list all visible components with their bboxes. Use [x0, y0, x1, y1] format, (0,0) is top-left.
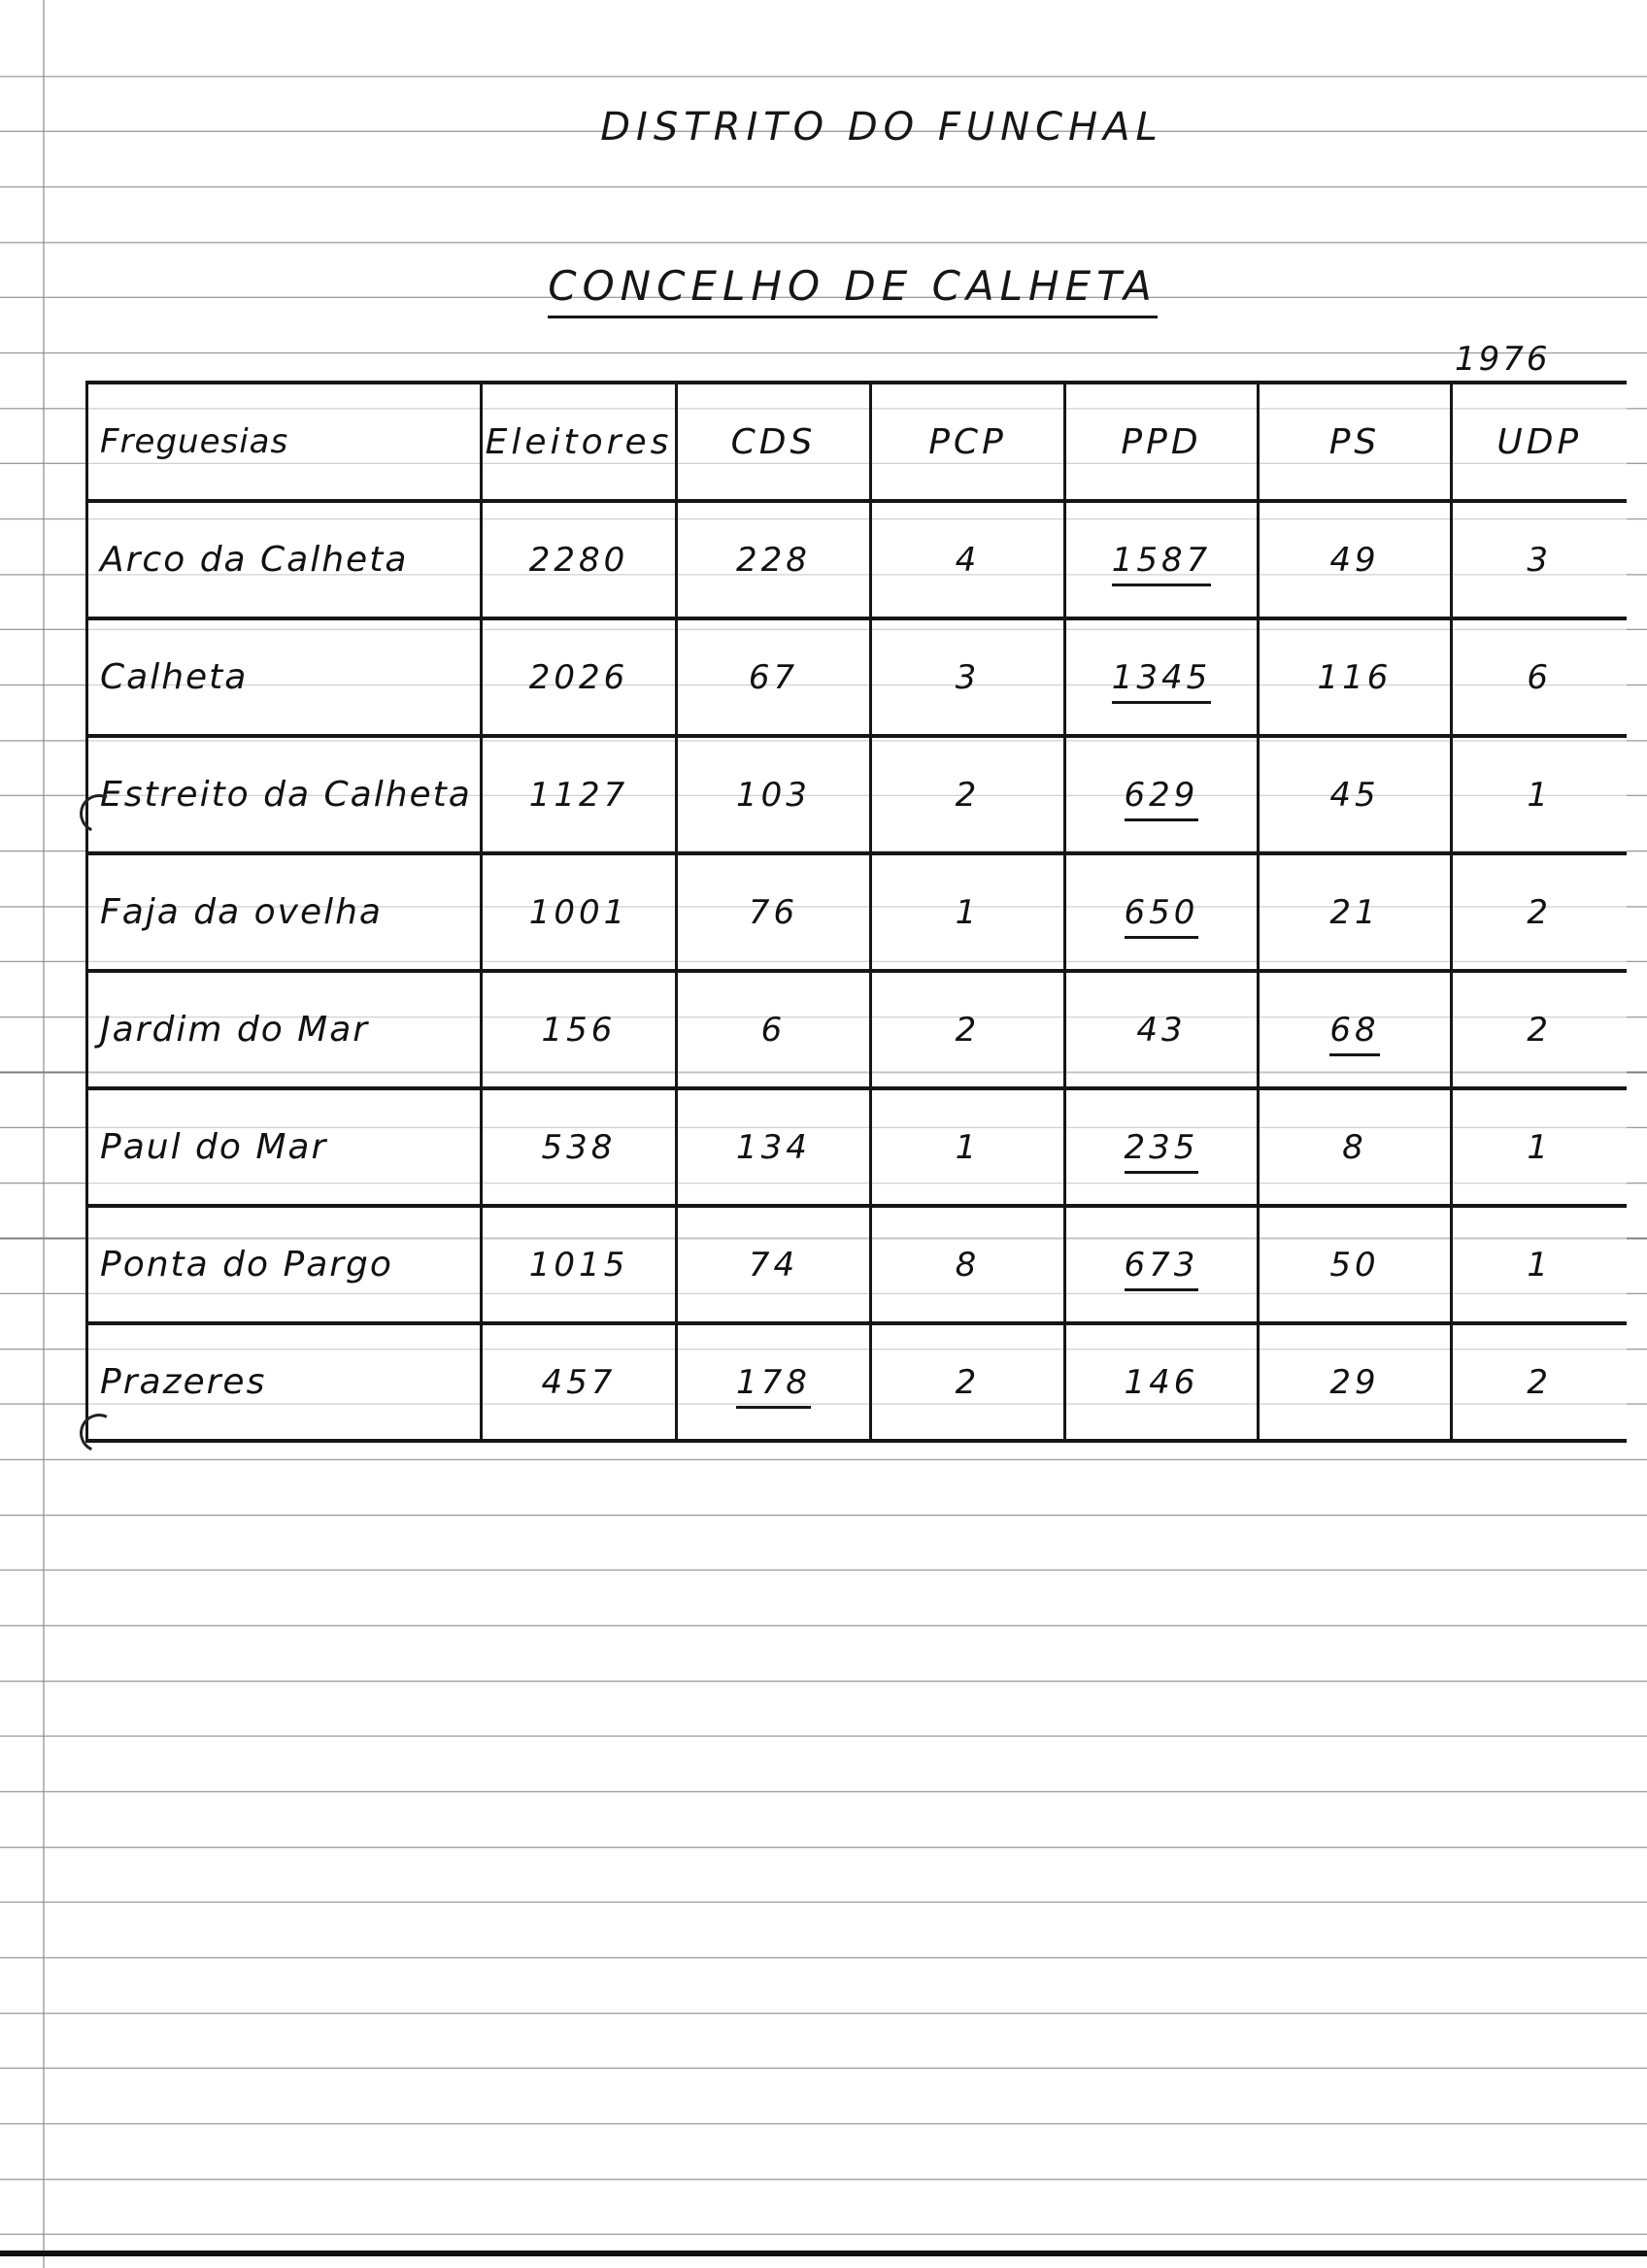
- cell-value: 457: [541, 1362, 617, 1402]
- cell-value: 1015: [528, 1245, 629, 1284]
- cell-eleitores: [482, 853, 677, 971]
- cell-value: 2: [955, 1010, 981, 1050]
- table-row: [87, 1323, 1627, 1441]
- cell-value: 8: [955, 1245, 981, 1284]
- table-row: [87, 501, 1627, 618]
- table-body: [87, 501, 1627, 1441]
- cell-ps: [1259, 853, 1452, 971]
- cell-value: 74: [748, 1245, 799, 1284]
- cell-value: 650: [1125, 893, 1199, 939]
- cell-value: 67: [748, 657, 799, 697]
- cell-freguesia: [87, 1323, 482, 1441]
- table-row: [87, 736, 1627, 853]
- cell-freguesia: [87, 1088, 482, 1206]
- table-row: [87, 1206, 1627, 1323]
- cell-value: 673: [1125, 1246, 1199, 1291]
- header-pcp: PCP: [871, 383, 1065, 501]
- cell-eleitores: [482, 1088, 677, 1206]
- cell-ppd: [1065, 736, 1259, 853]
- cell-value: 21: [1329, 892, 1380, 932]
- cell-ps: [1259, 736, 1452, 853]
- cell-value: 2280: [528, 540, 629, 580]
- cell-ps: [1259, 1323, 1452, 1441]
- cell-value: 2: [1527, 1362, 1553, 1402]
- header-cds: CDS: [677, 383, 871, 501]
- cell-udp: [1452, 736, 1627, 853]
- cell-value: 1: [1527, 1127, 1553, 1167]
- table-row: [87, 853, 1627, 971]
- cell-pcp: [871, 1088, 1065, 1206]
- cell-value: 178: [736, 1363, 811, 1409]
- cell-value: 29: [1329, 1362, 1380, 1402]
- cell-value: 1345: [1112, 658, 1212, 704]
- cell-value: 116: [1317, 657, 1393, 697]
- cell-udp: [1452, 1206, 1627, 1323]
- cell-value: 8: [1342, 1127, 1367, 1167]
- cell-value: Faja da ovelha: [100, 892, 383, 932]
- cell-udp: [1452, 971, 1627, 1088]
- table-row: [87, 971, 1627, 1088]
- election-results-table: [85, 381, 1627, 1443]
- cell-ppd: [1065, 501, 1259, 618]
- cell-freguesia: [87, 501, 482, 618]
- cell-udp: [1452, 618, 1627, 736]
- table-row: [87, 618, 1627, 736]
- cell-value: 2026: [528, 657, 629, 697]
- cell-freguesia: [87, 618, 482, 736]
- cell-pcp: [871, 1323, 1065, 1441]
- cell-ps: [1259, 618, 1452, 736]
- cell-ppd: [1065, 1323, 1259, 1441]
- cell-ps: [1259, 1088, 1452, 1206]
- cell-value: Jardim do Mar: [100, 1010, 370, 1050]
- cell-value: 235: [1125, 1128, 1199, 1174]
- cell-value: 228: [736, 540, 811, 580]
- cell-value: 1: [1527, 1245, 1553, 1284]
- cell-value: 1: [955, 892, 981, 932]
- cell-eleitores: [482, 501, 677, 618]
- cell-cds: [677, 1323, 871, 1441]
- cell-ps: [1259, 501, 1452, 618]
- cell-pcp: [871, 971, 1065, 1088]
- cell-value: 2: [955, 1362, 981, 1402]
- header-ps: PS: [1259, 383, 1452, 501]
- cell-value: 2: [1527, 892, 1553, 932]
- cell-value: 2: [955, 775, 981, 815]
- cell-udp: [1452, 1088, 1627, 1206]
- cell-value: 1: [955, 1127, 981, 1167]
- cell-ppd: [1065, 1206, 1259, 1323]
- cell-eleitores: [482, 736, 677, 853]
- cell-pcp: [871, 736, 1065, 853]
- cell-value: 156: [541, 1010, 617, 1050]
- cell-pcp: [871, 618, 1065, 736]
- cell-ppd: [1065, 853, 1259, 971]
- year-label: 1976: [1449, 340, 1557, 384]
- cell-value: 146: [1124, 1362, 1199, 1402]
- cell-value: Ponta do Pargo: [100, 1245, 393, 1284]
- cell-value: 1: [1527, 775, 1553, 815]
- cell-value: 49: [1329, 540, 1380, 580]
- cell-value: Prazeres: [100, 1362, 267, 1402]
- header-freguesias: Freguesias: [87, 383, 482, 501]
- cell-value: 3: [955, 657, 981, 697]
- cell-cds: [677, 501, 871, 618]
- cell-value: 3: [1527, 540, 1553, 580]
- margin-line: [43, 0, 45, 2268]
- cell-ps: [1259, 1206, 1452, 1323]
- cell-cds: [677, 1206, 871, 1323]
- cell-eleitores: [482, 971, 677, 1088]
- council-title-wrapper: [29, 262, 1647, 310]
- cell-value: Arco da Calheta: [100, 540, 409, 580]
- cell-pcp: [871, 501, 1065, 618]
- cell-value: 629: [1125, 776, 1199, 821]
- cell-value: 1127: [528, 775, 629, 815]
- cell-value: 45: [1329, 775, 1380, 815]
- cell-cds: [677, 1088, 871, 1206]
- cell-value: Paul do Mar: [100, 1127, 328, 1167]
- header-eleitores: Eleitores: [482, 383, 677, 501]
- cell-pcp: [871, 1206, 1065, 1323]
- cell-value: 2: [1527, 1010, 1553, 1050]
- table-row: [87, 1088, 1627, 1206]
- cell-eleitores: [482, 618, 677, 736]
- cell-value: 1587: [1112, 541, 1212, 586]
- cell-value: Calheta: [100, 657, 249, 697]
- cell-cds: [677, 853, 871, 971]
- cell-value: 68: [1329, 1011, 1379, 1056]
- cell-value: 1001: [528, 892, 629, 932]
- cell-udp: [1452, 501, 1627, 618]
- cell-ppd: [1065, 1088, 1259, 1206]
- cell-value: 6: [760, 1010, 787, 1050]
- cell-value: 6: [1527, 657, 1553, 697]
- cell-value: 4: [955, 540, 981, 580]
- cell-value: 103: [736, 775, 811, 815]
- district-title: DISTRITO DO FUNCHAL: [600, 105, 1163, 150]
- cell-eleitores: [482, 1323, 677, 1441]
- cell-value: 43: [1136, 1010, 1187, 1050]
- cell-ppd: [1065, 618, 1259, 736]
- cell-cds: [677, 736, 871, 853]
- cell-ps: [1259, 971, 1452, 1088]
- cell-udp: [1452, 1323, 1627, 1441]
- cell-eleitores: [482, 1206, 677, 1323]
- cell-value: Estreito da Calheta: [100, 775, 472, 815]
- header-udp: UDP: [1452, 383, 1627, 501]
- cell-value: 134: [736, 1127, 811, 1167]
- cell-udp: [1452, 853, 1627, 971]
- cell-value: 50: [1329, 1245, 1380, 1284]
- cell-cds: [677, 618, 871, 736]
- cell-pcp: [871, 853, 1065, 971]
- cell-cds: [677, 971, 871, 1088]
- cell-value: 538: [541, 1127, 617, 1167]
- cell-freguesia: [87, 853, 482, 971]
- header-ppd: PPD: [1065, 383, 1259, 501]
- cell-ppd: [1065, 971, 1259, 1088]
- bottom-rule: [0, 2251, 1647, 2256]
- cell-freguesia: [87, 971, 482, 1088]
- cell-value: 76: [748, 892, 799, 932]
- table-header-row: [87, 383, 1627, 501]
- cell-freguesia: [87, 1206, 482, 1323]
- cell-freguesia: [87, 736, 482, 853]
- council-title: CONCELHO DE CALHETA: [548, 262, 1157, 318]
